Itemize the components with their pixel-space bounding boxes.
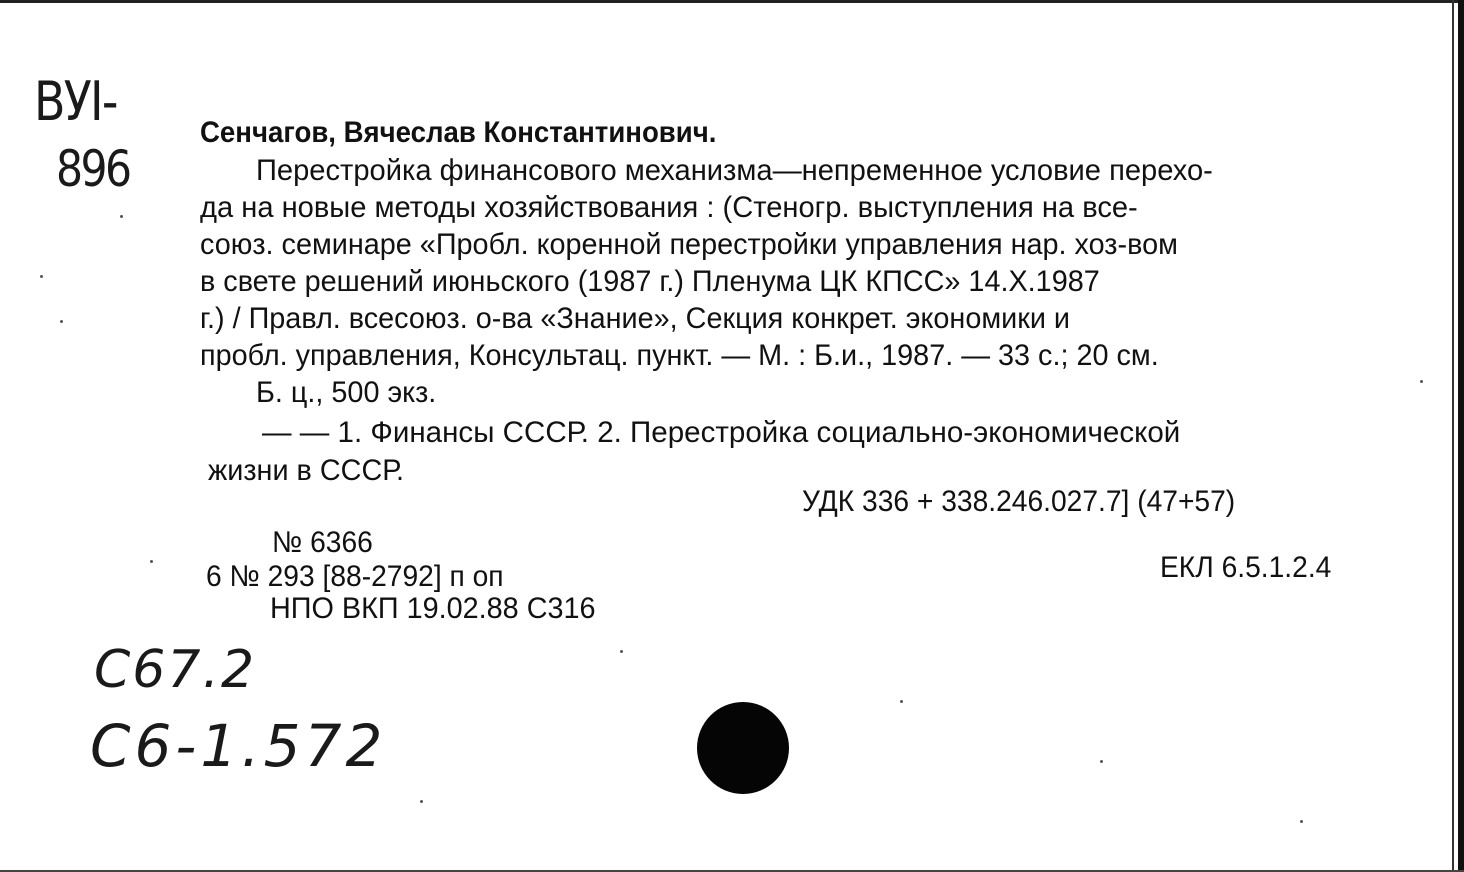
- ekl-code: ЕКЛ 6.5.1.2.4: [1160, 551, 1332, 584]
- handwritten-class-2: С6-1.572: [90, 712, 387, 780]
- speck: [1420, 380, 1423, 383]
- speck: [120, 215, 123, 218]
- subject-headings-line-2: жизни в СССР.: [208, 454, 405, 487]
- speck: [1100, 760, 1103, 763]
- udc-code: УДК 336 + 338.246.027.7] (47+57): [802, 485, 1236, 518]
- shelfmark-line-2: 896: [56, 140, 130, 198]
- imprint-line: пробл. управления, Консультац. пункт. — М. : Б.и., 1987. — 33 с.; 20 см.: [200, 339, 1159, 372]
- speck: [60, 320, 63, 323]
- card-right-edge: [1458, 0, 1464, 872]
- speck: [150, 560, 153, 563]
- card-right-edge-inner: [1452, 0, 1454, 872]
- speck: [620, 650, 623, 653]
- title-line-1: Перестройка финансового механизма—непременное условие перехо-: [256, 154, 1213, 187]
- price-copies: Б. ц., 500 экз.: [256, 376, 437, 409]
- record-number: № 6366: [272, 526, 373, 559]
- speck: [900, 700, 903, 703]
- punch-hole: [697, 702, 789, 794]
- speck: [420, 800, 423, 803]
- title-line-2: да на новые методы хозяйствования : (Стеногр. выступления на все-: [200, 191, 1138, 224]
- title-line-3: союз. семинаре «Пробл. коренной перестройки управления нар. хоз-вом: [200, 228, 1178, 261]
- speck: [1300, 820, 1303, 823]
- npo-stamp: НПО ВКП 19.02.88 С316: [270, 592, 596, 625]
- speck: [40, 275, 43, 278]
- title-line-5: г.) / Правл. всесоюз. о-ва «Знание», Секция конкрет. экономики и: [200, 302, 1071, 335]
- shelfmark-line-1: ВУI-: [34, 70, 117, 133]
- subject-headings-line-1: — — 1. Финансы СССР. 2. Перестройка социально-экономической: [262, 416, 1181, 449]
- title-line-4: в свете решений июньского (1987 г.) Пленума ЦК КПСС» 14.X.1987: [200, 265, 1100, 298]
- card-top-edge: [0, 0, 1464, 3]
- handwritten-class-1: С67.2: [94, 640, 257, 700]
- order-number: 6 № 293 [88-2792] п оп: [206, 560, 504, 593]
- author-heading: Сенчагов, Вячеслав Константинович.: [200, 116, 717, 149]
